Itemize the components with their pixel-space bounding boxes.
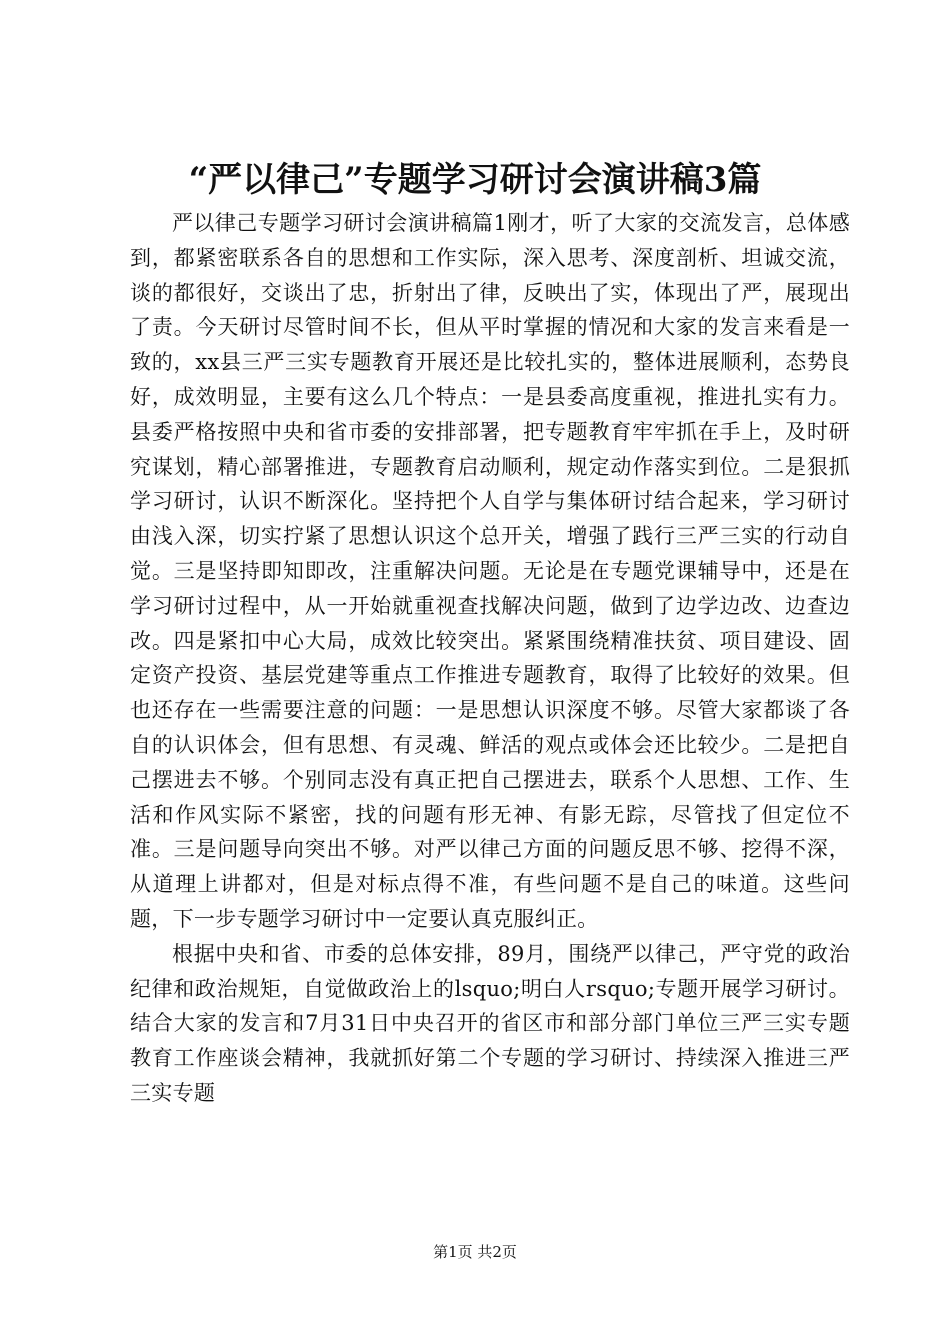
- document-body: [130, 206, 850, 1111]
- page-number-footer: 第1页 共2页: [433, 1243, 517, 1261]
- document-title: “严以律己”专题学习研讨会演讲稿3篇: [188, 160, 762, 200]
- body-paragraph: 根据中央和省、市委的总体安排，89月，围绕严以律己，严守党的政治纪律和政治规矩，自觉做政治上的lsquo;明白人rsquo;专题开展学习研讨。结合大家的发言和7月31日中央召开的省区市和部分部门单位三严三实专题教育工作座谈会精神，我就抓好第二个专题的学习研讨、持续深入推进三严三实专题: [130, 941, 850, 1105]
- body-paragraph: 严以律己专题学习研讨会演讲稿篇1刚才，听了大家的交流发言，总体感到，都紧密联系各自的思想和工作实际，深入思考、深度剖析、坦诚交流，谈的都很好，交谈出了忠，折射出了律，反映出了实，体现出了严，展现出了责。今天研讨尽管时间不长，但从平时掌握的情况和大家的发言来看是一致的，xx县三严三实专题教育开展还是比较扎实的，整体进展顺利，态势良好，成效明显，主要有这么几个特点：一是县委高度重视，推进扎实有力。县委严格按照中央和省市委的安排部署，把专题教育牢牢抓在手上，及时研究谋划，精心部署推进，专题教育启动顺利，规定动作落实到位。二是狠抓学习研讨，认识不断深化。坚持把个人自学与集体研讨结合起来，学习研讨由浅入深，切实拧紧了思想认识这个总开关，增强了践行三严三实的行动自觉。三是坚持即知即改，注重解决问题。无论是在专题党课辅导中，还是在学习研讨过程中，从一开始就重视查找解决问题，做到了边学边改、边查边改。四是紧扣中心大局，成效比较突出。紧紧围绕精准扶贫、项目建设、固定资产投资、基层党建等重点工作推进专题教育，取得了比较好的效果。但也还存在一些需要注意的问题：一是思想认识深度不够。尽管大家都谈了各自的认识体会，但有思想、有灵魂、鲜活的观点或体会还比较少。二是把自己摆进去不够。个别同志没有真正把自己摆进去，联系个人思想、工作、生活和作风实际不紧密，找的问题有形无神、有影无踪，尽管找了但定位不准。三是问题导向突出不够。对严以律己方面的问题反思不够、挖得不深，从道理上讲都对，但是对标点得不准，有些问题不是自己的味道。这些问题，下一步专题学习研讨中一定要认真克服纠正。: [130, 211, 850, 931]
